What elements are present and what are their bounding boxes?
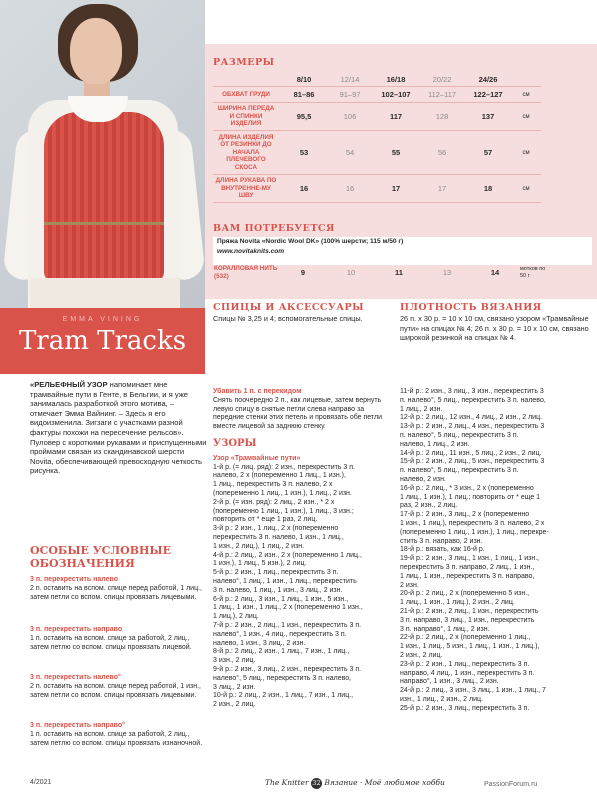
pattern-row-line: 15-й р.: 2 изн., 2 лиц., 5 изн., перекрестить 3 (400, 458, 545, 466)
table-cell: 13 (442, 268, 452, 278)
pattern-row-line: 17-й р.: 2 изн., 3 лиц., 2 х (попеременно (400, 511, 530, 519)
pattern-row-line: 1 изн., 2 лиц.), 1 лиц., 2 изн. (213, 542, 305, 550)
decrease-title: Убавить 1 п. с перекидом (213, 388, 302, 395)
table-cell: 81–86 (281, 87, 327, 103)
pattern-row-line: 1 лиц., перекрестить 3 п. налево, 2 х (213, 481, 333, 489)
pattern-row-line: 3 лиц., 2 изн. (213, 683, 256, 691)
notation-item (30, 674, 210, 700)
pattern-title: Tram Tracks (18, 326, 187, 356)
pattern-row-line: 21-й р.: 2 изн., 2 лиц., 1 изн., перекрестить (400, 607, 539, 615)
notation-title: 3 п. перекрестить направо (30, 626, 123, 633)
coral-sweater (44, 112, 164, 282)
instructions-column-3 (400, 388, 590, 713)
yarn-website: www.novitaknits.com (217, 248, 285, 255)
pattern-row-line: налево°, 5 лиц., перекрестить 3 п. налево, (213, 674, 352, 682)
pattern-row-line: 22-й р.: 2 лиц., 2 х (попеременно 1 лиц., (400, 634, 531, 642)
pattern-row-line: 1 лиц., 1 изн.), 1 лиц.; повторить от * еще 1 (400, 493, 541, 501)
pattern-rows (400, 388, 590, 713)
pattern-row-line: 3 п. направо°, 1 лиц., 2 изн. (400, 625, 490, 633)
model-photo (0, 0, 205, 310)
pattern-row-line: 9-й р.: 2 изн., 3 лиц., 2 изн., перекрестить 3 п. (213, 665, 362, 673)
table-row (213, 87, 541, 103)
table-cell: 91–97 (327, 87, 373, 103)
pattern-row-line: 3 п. налево, 1 лиц., 1 изн., 3 лиц., 2 изн. (213, 586, 343, 594)
table-row (213, 175, 541, 203)
unit: см (511, 175, 541, 203)
pattern-row-line: перекрестить 3 п. направо, 2 лиц., 1 изн., (400, 563, 535, 571)
size-header: 12/14 (327, 72, 373, 87)
pattern-row-line: 6-й р.: 2 лиц., 3 изн., 1 лиц., 1 изн., 5 изн., (213, 595, 349, 603)
decrease-text: Снять поочередно 2 п., как лицевые, затем вернуть левую спицу в снятые петли слева направо за передние стенки этих петель и провязать обе петли вместе лицевой за заднюю стенку. (213, 396, 382, 431)
row-label: ДЛИНА ИЗДЕЛИЯ ОТ РЕЗИНКИ ДО НАЧАЛА ПЛЕЧЕВОГО СКОСА (213, 131, 281, 175)
skirt (30, 278, 180, 310)
face (70, 18, 122, 84)
sizes-table (213, 72, 541, 203)
yarn-name: Пряжа Novita «Nordic Wool DK» (100% шерсти; 115 м/50 г) (217, 238, 404, 245)
pattern-row-line: 2 изн., 2 лиц. (213, 701, 256, 709)
pattern-row-line: 16-й р.: 2 лиц., * 3 изн., 2 х (попеременно (400, 484, 534, 492)
table-cell: 57 (465, 131, 511, 175)
pattern-row-line: 1 лиц., 1 изн., 1 лиц.), 2 изн., 2 лиц. (400, 599, 515, 607)
pattern-row-line: п. налево°, 5 лиц., перекрестить 3 п. налево, (400, 396, 546, 404)
pattern-row-line: 20-й р.: 2 лиц., 2 х (попеременно 5 изн., (400, 590, 530, 598)
unit: см (511, 131, 541, 175)
table-row (213, 131, 541, 175)
pattern-row-line: п. налево°, 5 лиц., перекрестить 3 п. (400, 467, 519, 475)
table-cell: 10 (346, 268, 356, 278)
pattern-row-line: 8-й р.: 2 лиц., 2 изн., 1 лиц., 7 изн., 1 лиц., (213, 648, 350, 656)
pattern-row-line: направо, 4 лиц., 1 изн., перекрестить 3 п. (400, 669, 535, 677)
pattern-row-line: 1-й р. (= лиц. ряд): 2 изн., перекрестить 3 п. (213, 463, 355, 471)
unit: мотков по 50 г (520, 266, 546, 279)
table-cell: 16 (281, 175, 327, 203)
notation-title: 3 п. перекрестить направо° (30, 722, 125, 729)
instructions-column-2 (213, 388, 393, 710)
page-number: 32 (312, 779, 321, 787)
pattern-row-line: 1 изн., 1 лиц., 5 изн., 1 лиц., 1 изн., 1 лиц.), (400, 643, 540, 651)
pattern-row-line: 5-й р.: 2 изн., 1 лиц., перекрестить 3 п. (213, 569, 339, 577)
notation-item (30, 722, 210, 748)
pattern-row-line: 2-й р. (= изн. ряд): 2 лиц., 2 изн., * 2 х (213, 498, 335, 506)
unit: см (511, 103, 541, 131)
sizes-header-row (213, 72, 541, 87)
pattern-row-line: 2 изн. (400, 581, 419, 589)
table-cell: 137 (465, 103, 511, 131)
pattern-row-line: налево°, 1 лиц., 1 изн., 1 лиц., перекрестить (213, 577, 357, 585)
pattern-row-line: 1 изн., 1 лиц.), перекрестить 3 п. налево, 2 х (400, 519, 545, 527)
size-header: 16/18 (373, 72, 419, 87)
pattern-rows (213, 464, 393, 710)
table-cell: 122–127 (465, 87, 511, 103)
pattern-row-line: (попеременно 1 лиц., 1 изн.), 1 лиц., 2 изн. (213, 489, 352, 497)
magazine-tagline: Вязание · Моё любимое хобби (324, 778, 445, 787)
pattern-row-line: повторить от * еще 1 раз, 2 лиц. (213, 516, 318, 524)
pattern-row-line: 13-й р.: 2 изн., 2 лиц., 4 изн., перекрестить 3 (400, 423, 545, 431)
pattern-name: Узор «Трамвайные пути» (213, 454, 301, 462)
pattern-row-line: перекрестить 3 п. налево, 1 изн., 1 лиц., (213, 533, 344, 541)
row-label: ДЛИНА РУКАВА ПО ВНУТРЕННЕ-МУ ШВУ (213, 175, 281, 203)
table-cell: 11 (395, 268, 403, 278)
patterns-heading: УЗОРЫ (213, 437, 257, 449)
intro-lead: «РЕЛЬЕФНЫЙ УЗОР (30, 380, 108, 389)
footer-magazine (265, 778, 445, 789)
pattern-row-line: (попеременно 1 лиц., 1 изн.), 1 лиц., 3 изн.; (213, 507, 354, 515)
belt (44, 222, 164, 225)
designer-name: EMMA VINING (62, 316, 143, 323)
pattern-row-line: 3 изн., 2 лиц. (213, 657, 256, 665)
pattern-row-line: налево, 1 лиц., 2 изн. (400, 440, 470, 448)
size-header: 24/26 (465, 72, 511, 87)
watermark: PassionForum.ru (484, 781, 538, 788)
table-cell: 112–117 (419, 87, 465, 103)
table-cell: 17 (419, 175, 465, 203)
table-cell: 9 (300, 268, 306, 278)
table-row (213, 103, 541, 131)
pattern-row-line: 10-й р.: 2 лиц., 2 изн., 1 лиц., 7 изн., 1 лиц., (213, 692, 354, 700)
row-label: ШИРИНА ПЕРЕДА И СПИНКИ ИЗДЕЛИЯ (213, 103, 281, 131)
size-header: 20/22 (419, 72, 465, 87)
pattern-row-line: п. налево°, 5 лиц., перекрестить 3 п. (400, 431, 519, 439)
notation-text: 1 п. оставить на вспом. спице за работой, 2 лиц., затем петлю со вспом. спицы провязать лицевой. (30, 634, 192, 651)
magazine-name: The Knitter (265, 778, 309, 787)
table-cell: 117 (373, 103, 419, 131)
pattern-row-line: 24-й р.: 2 лиц., 3 изн., 3 лиц., 1 изн., 1 лиц., 7 (400, 687, 546, 695)
table-cell: 128 (419, 103, 465, 131)
row-label: ОБХВАТ ГРУДИ (213, 87, 281, 103)
table-cell: 14 (490, 268, 500, 278)
pattern-row-line: 2 изн., 2 лиц. (400, 651, 443, 659)
pattern-row-line: 14-й р.: 2 лиц., 11 изн., 5 лиц., 2 изн., 2 лиц. (400, 449, 542, 457)
yarn-info (213, 237, 592, 265)
pattern-row-line: 1 лиц., 1 изн., перекрестить 3 п. направо, (400, 572, 535, 580)
table-cell: 17 (373, 175, 419, 203)
unit: см (511, 87, 541, 103)
gauge-heading: ПЛОТНОСТЬ ВЯЗАНИЯ (400, 302, 542, 313)
pattern-row-line: 12-й р.: 2 лиц., 12 изн., 4 лиц., 2 изн., 2 лиц. (400, 414, 543, 422)
yarn-quantity-row (213, 264, 551, 281)
pattern-row-line: стить 3 п. направо, 2 изн. (400, 537, 483, 545)
table-cell: 56 (419, 131, 465, 175)
pattern-row-line: 19-й р.: 2 изн., 3 лиц., 1 изн., 1 лиц., 1 изн., (400, 555, 540, 563)
gauge-text: 26 п. х 30 р. = 10 х 10 см, связано узором «Трамвайные пути» на спицах № 4; 26 п. х 30 р. = 10 х 10 см, связано широкой резинкой на спицах № 4. (400, 314, 589, 342)
notation-title: 3 п. перекрестить налево° (30, 674, 121, 681)
pattern-row-line: раз, 2 изн., 2 лиц. (400, 502, 458, 510)
pattern-row-line: 1 лиц., 2 изн. (400, 405, 443, 413)
notation-text: 2 п. оставить на вспом. спице перед работой, 1 лиц., затем петли со вспом. спицы провязать лицевыми. (30, 584, 202, 601)
table-cell: 102–107 (373, 87, 419, 103)
special-notation-heading: ОСОБЫЕ УСЛОВНЫЕ ОБОЗНАЧЕНИЯ (30, 544, 172, 570)
pattern-row-line: налево, 2 х (попеременно 1 лиц., 1 изн.), (213, 472, 346, 480)
pattern-row-line: налево, 2 изн. (400, 475, 446, 483)
pattern-row-line: 25-й р.: 2 изн., 3 лиц., перекрестить 3 п. (400, 704, 530, 712)
table-cell: 53 (281, 131, 327, 175)
intro-text: напоминает мне трамвайные пути в Генте, в Бельгии, и я уже занималась разработкой этого мотива, – отмечает Эмма Вайнинг. – Здесь я его видоизменила. Зигзаги с участками разной фактуры похожи на пересечение рельсов». Пуловер с короткими рукавами и приспущенными проймами связан из скандинавской шерсти Novita, обеспечивающей превосходную четкость рисунка. (30, 380, 207, 476)
needles-text: Спицы № 3,25 и 4; вспомогательные спицы. (213, 314, 363, 323)
table-cell: 95,5 (281, 103, 327, 131)
pattern-row-line: (попеременно 1 лиц., 1 изн.), 1 лиц., перекре- (400, 528, 549, 536)
table-cell: 55 (373, 131, 419, 175)
pattern-row-line: налево, 1 изн., 3 лиц., 2 изн. (213, 639, 306, 647)
pattern-row-line: 4-й р.: 2 лиц., 2 изн., 2 х (попеременно 1 лиц., (213, 551, 362, 559)
table-cell: 16 (327, 175, 373, 203)
size-header: 8/10 (281, 72, 327, 87)
pattern-row-line: 3-й р.: 2 изн., 1 лиц., 2 х (попеременно (213, 525, 339, 533)
table-cell: 54 (327, 131, 373, 175)
pattern-row-line: 1 лиц.), 2 лиц. (213, 613, 259, 621)
pattern-row-line: 7-й р.: 2 изн., 2 лиц., 1 изн., перекрестить 3 п. (213, 621, 362, 629)
pattern-row-line: направо°, 1 изн., 3 лиц., 2 изн. (400, 678, 499, 686)
pattern-row-line: 18-й р.: вязать, как 16-й р. (400, 546, 485, 554)
notation-title: 3 п. перекрестить налево (30, 576, 118, 583)
needles-heading: СПИЦЫ И АКСЕССУАРЫ (213, 302, 365, 313)
notation-item (30, 576, 210, 602)
pattern-row-line: 1 лиц., 1 изн., 1 лиц., 2 х (попеременно 1 изн., (213, 604, 363, 612)
table-cell: 106 (327, 103, 373, 131)
pattern-row-line: 3 п. направо, 3 лиц., 1 изн., перекрестить (400, 616, 535, 624)
materials-heading: ВАМ ПОТРЕБУЕТСЯ (213, 223, 335, 234)
notation-text: 2 п. оставить на вспом. спице перед работой, 1 изн., затем петли со вспом. спицы провязать лицевыми. (30, 682, 201, 699)
intro-paragraph (30, 380, 208, 476)
table-cell: 18 (465, 175, 511, 203)
notation-item (30, 626, 210, 652)
pattern-row-line: налево°, 1 изн., 4 лиц., перекрестить 3 п. (213, 630, 347, 638)
issue-number: 4/2021 (30, 779, 52, 786)
pattern-row-line: 1 изн.), 1 лиц., 5 изн.), 2 лиц. (213, 560, 307, 568)
notation-text: 1 п. оставить на вспом. спице за работой, 2 лиц., затем петлю со вспом. спицы провязать изнаночной. (30, 730, 203, 747)
pattern-row-line: 23-й р.: 2 изн., 1 лиц., перекрестить 3 п. (400, 660, 530, 668)
pattern-row-line: 11-й р.: 2 изн., 3 лиц., 3 изн., перекрестить 3 (400, 388, 544, 395)
yarn-color-label: КОРАЛЛОВАЯ НИТЬ (532) (214, 265, 278, 280)
sizes-heading: РАЗМЕРЫ (213, 57, 275, 68)
pattern-row-line: изн., 1 лиц., 2 изн., 2 лиц. (400, 695, 483, 703)
